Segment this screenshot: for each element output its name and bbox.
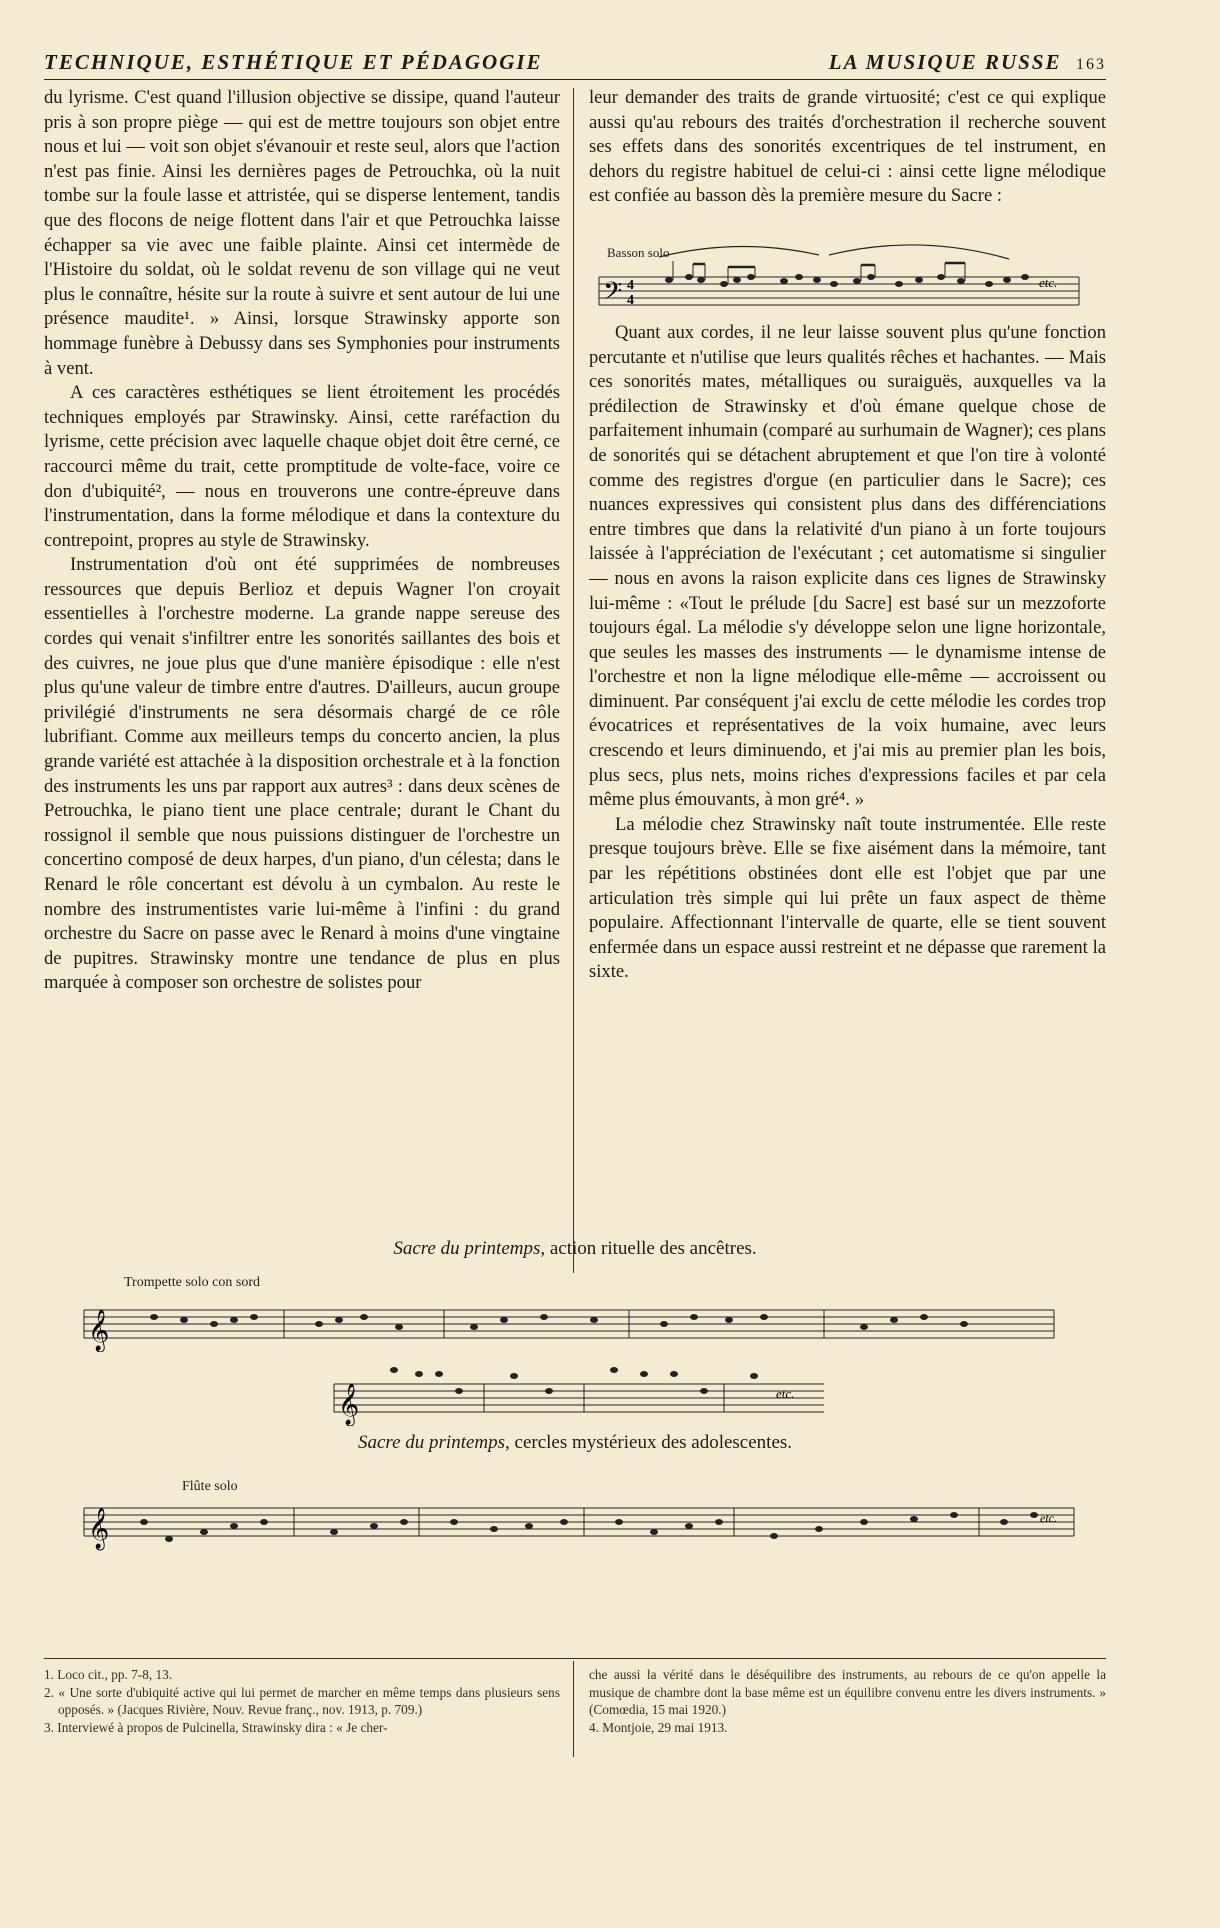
bassoon-music-example (589, 209, 1106, 321)
footnotes-left (44, 1666, 560, 1736)
footnote: 2. « Une sorte d'ubiquité active qui lui permet de marcher en même temps dans plusieurs sens opposés. » (Jacques Rivière, Nouv. Revue franç., nov. 1913, p. 709.) (44, 1684, 560, 1717)
right-column (589, 86, 1106, 985)
footnote: 4. Montjoie, 29 mai 1913. (589, 1719, 728, 1735)
page (44, 46, 1106, 1896)
header-book-title: LA MUSIQUE RUSSE 163 (828, 50, 1106, 74)
etc-label: etc. (1039, 274, 1058, 290)
paragraph: Quant aux cordes, il ne leur laisse souvent plus qu'une fonction percutante et n'utilise que leurs qualités rêches et hachantes. — Mais ces sonorités mates, métalliques ou suraiguës, auxquelles va la prédilection de Strawinsky et d'où émane quelque chose de parfaitement inhumain (comparé au surhumain de Wagner); ces plans de sonorités qui se détachent abruptement et que l'on tire à volonté comme des registres d'orgue (en particulier dans le Sacre); ces nuances expressives qui consistent plus dans des différenciations entre timbres que dans la relativité d'un piano à un forte toujours laissée à l'appréciation de l'exécutant ; cet automatisme si singulier — nous en avons la raison explicite dans ces lignes de Strawinsky lui-même : «Tout le prélude [du Sacre] est basé sur un mezzoforte toujours égal. La mélodie s'y développe selon une ligne horizontale, que seules les masses des instruments — le dynamisme intense de l'orchestre et non la ligne mélodique elle-même — accroissent ou diminuent. Par conséquent j'ai exclu de cette mélodie les cordes trop évocatrices et représentatives de la voix humaine, avec leurs crescendo et leurs diminuendo, et j'ai mis au premier plan les bois, plus secs, plus nets, moins riches d'expressions faciles et par cela même plus émouvants, à mon gré⁴. » (589, 321, 1106, 811)
running-header (44, 46, 1106, 82)
paragraph: du lyrisme. C'est quand l'illusion objective se dissipe, quand l'auteur pris à son propre piège — qui est de mettre toujours son objet entre nous et lui — voit son objet s'évanouir et reste seul, alors que l'action n'est pas finie. Ainsi les dernières pages de Petrouchka, où la nuit tombe sur la foule lasse et attristée, qui se disperse lentement, tandis que des flocons de neige flottent dans l'air et que Petrouchka laisse échapper sa vie avec une faible plainte. Ainsi cet intermède de l'Histoire du soldat, où le soldat revenu de son village qui ne veut plus le connaître, hésite sur la route à suivre et sent autour de lui une présence maudite¹. » Ainsi, lorsque Strawinsky apporte son hommage funèbre à Debussy dans ses Symphonies pour instruments à vent. (44, 87, 560, 379)
slur (659, 246, 819, 257)
flute-label: Flûte solo (182, 1479, 238, 1494)
footnote: 3. Interviewé à propos de Pulcinella, Strawinsky dira : « Je cher- (44, 1719, 388, 1735)
bassoon-label: Basson solo (607, 244, 670, 260)
etc-label: etc. (776, 1386, 795, 1401)
footnote: 1. Loco cit., pp. 7-8, 13. (44, 1667, 173, 1682)
example-caption: Sacre du printemps, cercles mystérieux des adolescentes. (357, 1432, 793, 1453)
header-section-title: TECHNIQUE, ESTHÉTIQUE ET PÉDAGOGIE (44, 50, 543, 74)
trumpet-music-example-continued (324, 1346, 844, 1426)
footnote: che aussi la vérité dans le déséquilibre des instruments, au rebours de ce qu'on appelle la musique de chambre dont la base même est un équilibre convenu entre les divers instruments. » (Comœdia, 15 mai 1920.) (589, 1667, 1106, 1717)
page-number: 163 (1076, 56, 1106, 73)
trumpet-label: Trompette solo con sord (124, 1275, 260, 1290)
etc-label: etc. (1040, 1511, 1057, 1525)
svg-text:𝄞: 𝄞 (88, 1508, 110, 1549)
svg-text:𝄞: 𝄞 (338, 1384, 360, 1425)
slur (829, 245, 1009, 259)
example-caption: Sacre du printemps, action rituelle des ancêtres. (393, 1238, 757, 1259)
flute-music-example (74, 1464, 1094, 1554)
header-rule (44, 79, 1106, 80)
time-signature: 4 (627, 277, 634, 293)
paragraph: La mélodie chez Strawinsky naît toute instrumentée. Elle reste presque toujours brève. Elle se fixe aisément dans la mémoire, tant par les répétitions obstinées dont elle est l'objet que par une articulation très simple qui lui prête un faux aspect de thème populaire. Affectionnant l'intervalle de quarte, elle se tient souvent enfermée dans un espace aussi restreint et ne dépasse que rarement la sixte. (589, 813, 1106, 983)
svg-text:4: 4 (627, 292, 634, 308)
clef-icon: 𝄢 (603, 276, 623, 312)
trumpet-music-example (74, 1272, 1074, 1352)
footnote-rule (44, 1658, 1106, 1659)
footnotes-right (589, 1666, 1106, 1736)
left-column (44, 86, 560, 996)
column-divider (573, 88, 574, 1273)
notes (665, 261, 1029, 287)
footnote-column-divider (573, 1661, 574, 1757)
treble-clef-icon: 𝄞 (88, 1310, 110, 1351)
paragraph: leur demander des traits de grande virtuosité; c'est ce qui explique aussi qu'au rebours des traités d'orchestration il recherche souvent ses effets dans des sonorités excentriques de tel instrument, en dehors du registre habituel de celui-ci : ainsi cette ligne mélodique est confiée au basson dès la première mesure du Sacre : (589, 87, 1106, 207)
paragraph: Instrumentation d'où ont été supprimées de nombreuses ressources que depuis Berlioz et depuis Wagner l'on croyait essentielles à l'orchestre moderne. La grande nappe sereuse des cordes qui venait s'infiltrer entre les sonorités saillantes des bois et des cuivres, ne joue plus que d'une manière épisodique : elle n'est plus qu'une valeur de timbre entre d'autres. D'ailleurs, aucun groupe privilégié d'instruments ne sera désormais chargé de ce rôle lubrifiant. Comme aux meilleurs temps du concerto ancien, la plus grande variété est attachée à la disposition orchestrale et à la fonction des instruments les uns par rapport aux autres³ : dans deux scènes de Petrouchka, le piano tient une place centrale; durant le Chant du rossignol il semble que nous puissions distinguer de l'orchestre un concertino composé de deux harpes, d'un piano, d'un célesta; dans le Renard le rôle concertant est dévolu à un cymbalon. Au reste le nombre des instrumentistes varie lui-même à l'infini : du grand orchestre du Sacre on passe avec le Renard à moins d'une vingtaine de pupitres. Strawinsky montre une tendance de plus en plus marquée à composer son orchestre de solistes pour (44, 554, 560, 994)
paragraph: A ces caractères esthétiques se lient étroitement les procédés techniques employés par Strawinsky. Ainsi, cette raréfaction du lyrisme, cette précision avec laquelle chaque objet doit être cerné, ce raccourci même du trait, cette promptitude de volte-face, voire ce don d'ubiquité², — nous en trouverons une contre-épreuve dans l'instrumentation, dans la forme mélodique et dans la contexture du contrepoint, propres au style de Strawinsky. (44, 382, 560, 551)
